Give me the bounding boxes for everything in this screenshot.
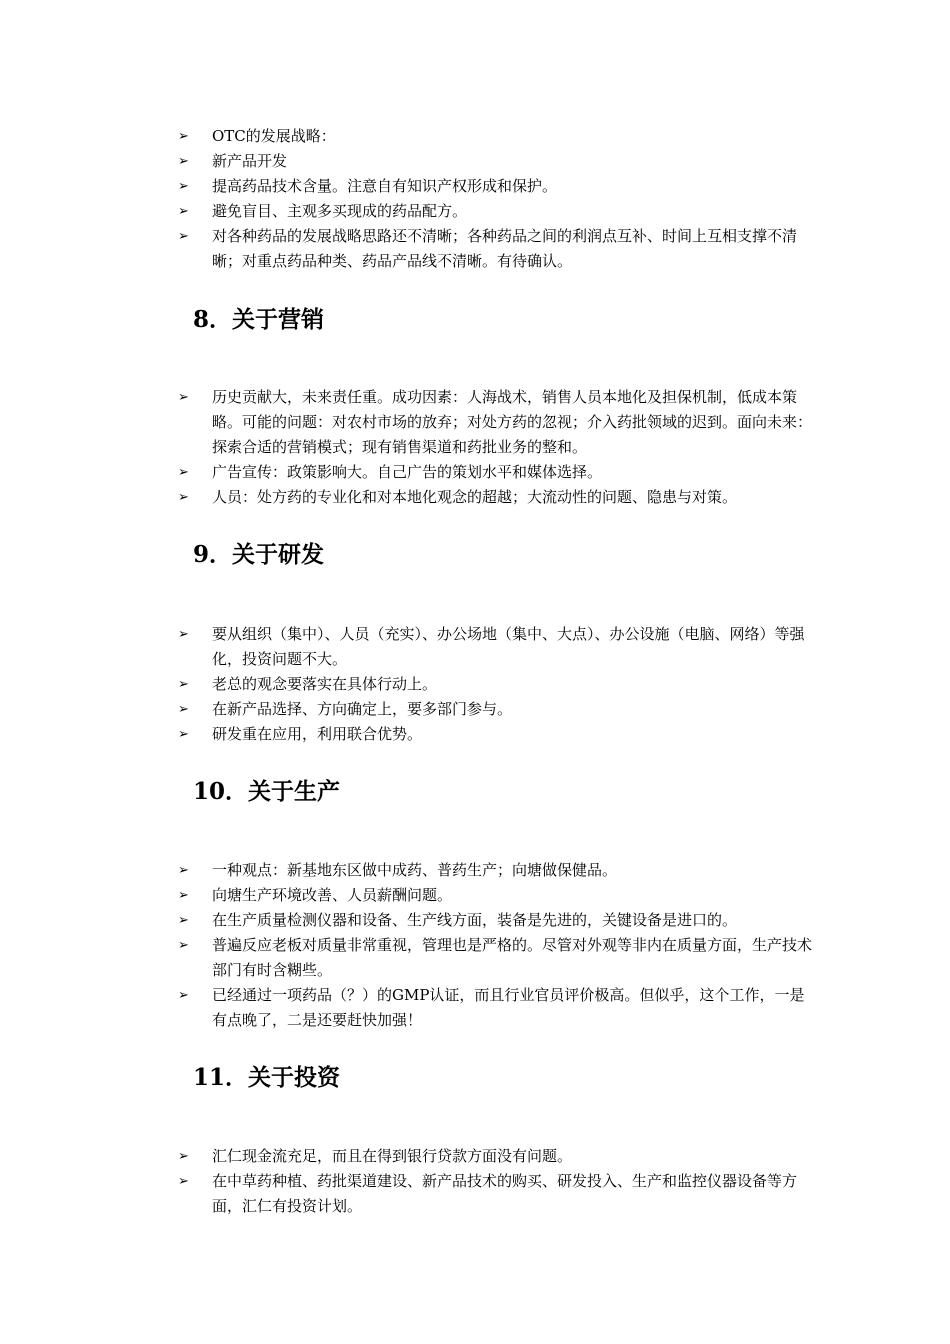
arrow-bullet-icon: ➢ [178, 988, 189, 1003]
arrow-bullet-icon: ➢ [178, 727, 189, 742]
arrow-bullet-icon: ➢ [178, 702, 189, 717]
arrow-bullet-icon: ➢ [178, 465, 189, 480]
section-heading: 10．关于生产 [193, 778, 341, 805]
list-item: ➢ 人员：处方药的专业化和对本地化观念的超越；大流动性的问题、隐患与对策。 [178, 485, 818, 510]
arrow-bullet-icon: ➢ [178, 179, 189, 194]
list-item: ➢ 老总的观念要落实在具体行动上。 [178, 672, 818, 697]
arrow-bullet-icon: ➢ [178, 490, 189, 505]
list-item: ➢ 在生产质量检测仪器和设备、生产线方面，装备是先进的，关键设备是进口的。 [178, 908, 818, 933]
arrow-bullet-icon: ➢ [178, 863, 189, 878]
list-item: ➢ 研发重在应用，利用联合优势。 [178, 722, 818, 747]
list-item: ➢ 一种观点：新基地东区做中成药、普药生产；向塘做保健品。 [178, 858, 818, 883]
arrow-bullet-icon: ➢ [178, 229, 189, 244]
list-item: ➢ 对各种药品的发展战略思路还不清晰；各种药品之间的利润点互补、时间上互相支撑不清晰；对重点药品种类、药品产品线不清晰。有待确认。 [178, 224, 818, 274]
list-item: ➢ OTC的发展战略： [178, 124, 818, 149]
list-item: ➢ 历史贡献大，未来责任重。成功因素：人海战术，销售人员本地化及担保机制，低成本策略。可能的问题：对农村市场的放弃；对处方药的忽视；介入药批领域的迟到。面向未来：探索合适的营销模式；现有销售渠道和药批业务的整和。 [178, 385, 818, 460]
arrow-bullet-icon: ➢ [178, 204, 189, 219]
arrow-bullet-icon: ➢ [178, 1149, 189, 1164]
list-item: ➢ 普遍反应老板对质量非常重视，管理也是严格的。尽管对外观等非内在质量方面，生产技术部门有时含糊些。 [178, 933, 818, 983]
list-item: ➢ 避免盲目、主观多买现成的药品配方。 [178, 199, 818, 224]
arrow-bullet-icon: ➢ [178, 913, 189, 928]
arrow-bullet-icon: ➢ [178, 129, 189, 144]
arrow-bullet-icon: ➢ [178, 938, 189, 953]
list-item: ➢ 向塘生产环境改善、人员薪酬问题。 [178, 883, 818, 908]
list-item: ➢ 在新产品选择、方向确定上，要多部门参与。 [178, 697, 818, 722]
list-item: ➢ 汇仁现金流充足，而且在得到银行贷款方面没有问题。 [178, 1144, 818, 1169]
arrow-bullet-icon: ➢ [178, 888, 189, 903]
list-item: ➢ 提高药品技术含量。注意自有知识产权形成和保护。 [178, 174, 818, 199]
list-item: ➢ 广告宣传：政策影响大。自己广告的策划水平和媒体选择。 [178, 460, 818, 485]
arrow-bullet-icon: ➢ [178, 627, 189, 642]
arrow-bullet-icon: ➢ [178, 390, 189, 405]
section-heading: 8．关于营销 [193, 306, 325, 333]
arrow-bullet-icon: ➢ [178, 677, 189, 692]
list-item: ➢ 已经通过一项药品（？）的GMP认证，而且行业官员评价极高。但似乎，这个工作，一是有点晚了，二是还要赶快加强！ [178, 983, 818, 1033]
section-heading: 11．关于投资 [193, 1064, 341, 1091]
list-item: ➢ 在中草药种植、药批渠道建设、新产品技术的购买、研发投入、生产和监控仪器设备等方面，汇仁有投资计划。 [178, 1169, 818, 1219]
section-heading: 9．关于研发 [193, 541, 325, 568]
arrow-bullet-icon: ➢ [178, 1174, 189, 1189]
list-item: ➢ 要从组织（集中）、人员（充实）、办公场地（集中、大点）、办公设施（电脑、网络）等强化，投资问题不大。 [178, 622, 818, 672]
list-item: ➢ 新产品开发 [178, 149, 818, 174]
arrow-bullet-icon: ➢ [178, 154, 189, 169]
